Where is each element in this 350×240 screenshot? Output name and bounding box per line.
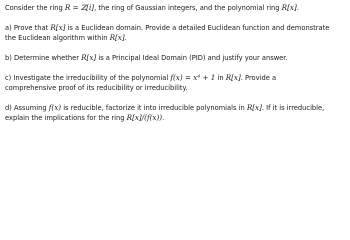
- part-d-text-2-end: .: [162, 114, 165, 122]
- math-f-of-x: f(x): [48, 103, 62, 112]
- intro-text-end: .: [296, 4, 299, 12]
- part-c-line-1: [5, 73, 345, 83]
- problem-statement: [5, 3, 345, 123]
- part-b-text: b) Determine whether: [5, 54, 82, 62]
- part-d-text-mid: is reducible, factorize it into irreducible polynomials in: [61, 104, 247, 112]
- part-a-text-2: the Euclidean algorithm within: [5, 34, 110, 42]
- part-a-text: a) Prove that: [5, 24, 51, 32]
- math-polynomial-f: f(x) = x⁴ + 1: [170, 73, 216, 82]
- part-a-line-1: [5, 23, 345, 33]
- part-c-text: c) Investigate the irreducibility of the polynomial: [5, 74, 171, 82]
- part-a-line-2: [5, 33, 345, 43]
- part-a-text-2-end: .: [124, 34, 127, 42]
- part-b-line: [5, 53, 345, 63]
- part-d-text: d) Assuming: [5, 104, 49, 112]
- math-R: R: [64, 3, 71, 12]
- part-c-line-2: [5, 83, 345, 93]
- math-polynomial-ring: R[x]: [281, 3, 297, 12]
- intro-paragraph: [5, 3, 345, 13]
- math-polynomial-ring: R[x]: [246, 103, 262, 112]
- math-gaussian-integers: ℤ[i]: [80, 3, 95, 12]
- math-polynomial-ring: R[x]: [109, 33, 125, 42]
- part-d-line-2: [5, 113, 345, 123]
- part-d-line-1: [5, 103, 345, 113]
- intro-text-mid: , the ring of Gaussian integers, and the polynomial ring: [94, 4, 282, 12]
- math-polynomial-ring: R[x]: [225, 73, 241, 82]
- part-c-text-2: comprehensive proof of its reducibility or irreducibility.: [5, 84, 188, 92]
- part-d-text-post: . If it is irreducible,: [261, 104, 325, 112]
- math-equals: =: [70, 3, 81, 12]
- intro-text: Consider the ring: [5, 4, 65, 12]
- part-c-text-post: . Provide a: [240, 74, 277, 82]
- part-c-text-mid: in: [215, 74, 226, 82]
- part-a-text-post: is a Euclidean domain. Provide a detailed Euclidean function and demonstrate: [65, 24, 330, 32]
- math-polynomial-ring: R[x]: [50, 23, 66, 32]
- part-d-text-2: explain the implications for the ring: [5, 114, 127, 122]
- math-quotient-ring: R[x]/(f(x)): [126, 113, 163, 122]
- part-b-text-post: is a Principal Ideal Domain (PID) and justify your answer.: [96, 54, 288, 62]
- math-polynomial-ring: R[x]: [81, 53, 97, 62]
